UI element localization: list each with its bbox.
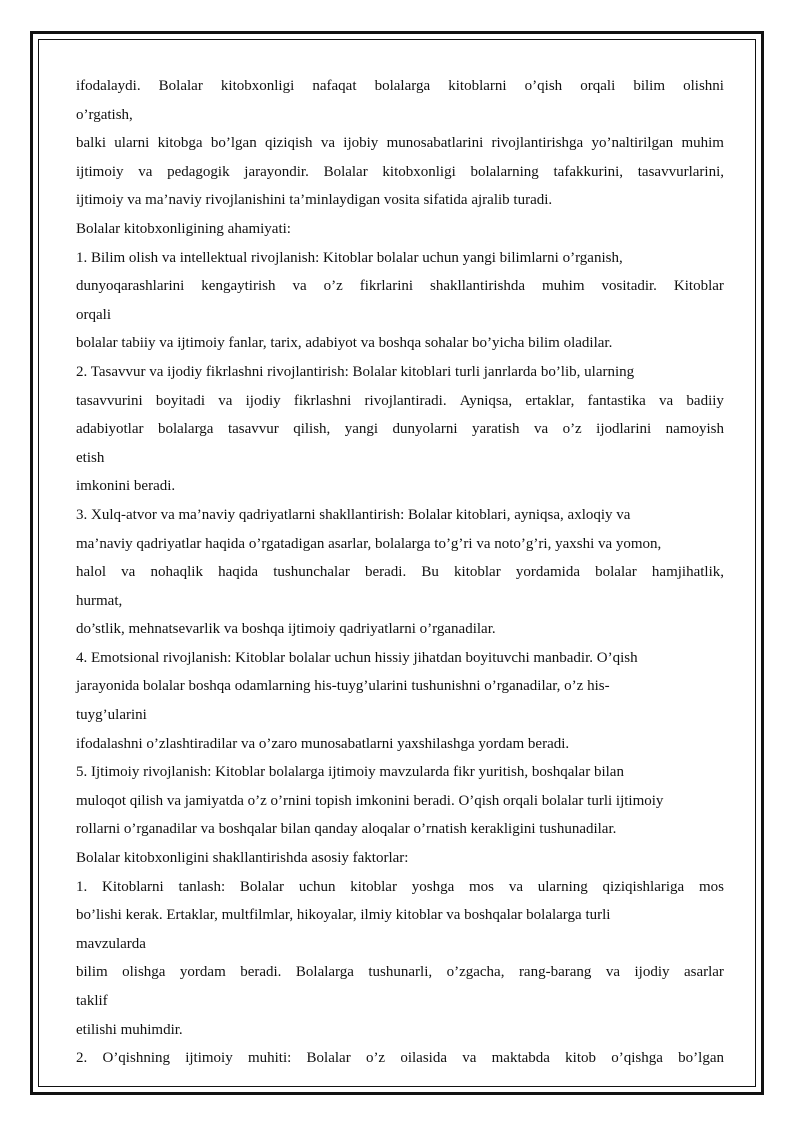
word: yo’naltirilgan	[591, 135, 674, 152]
word: tushunchalar	[273, 564, 350, 581]
word: ijtimoiy	[76, 163, 124, 180]
word: kitobxonligi	[220, 78, 295, 94]
word: va	[508, 878, 523, 895]
word: va	[605, 964, 621, 981]
word: kitoblar	[454, 564, 501, 581]
word: halol	[76, 564, 106, 581]
word: 2.	[76, 1050, 88, 1067]
text-line: 3. Xulq-atvor va ma’naviy qadriyatlarni shakllantirish: Bolalar kitoblari, ayniqsa, axloqiy va	[76, 506, 631, 523]
word: kitobxonligi	[382, 163, 456, 180]
text-line: taklif	[76, 993, 108, 1009]
word: bolalarga	[157, 421, 214, 438]
text-line: orqali	[76, 306, 111, 323]
word: 1.	[76, 878, 88, 895]
word: bolalarning	[470, 163, 539, 180]
word: Bolalar	[158, 78, 203, 94]
text-line: 5. Ijtimoiy rivojlanish: Kitoblar bolalarga ijtimoiy mavzularda fikr yuritish, boshqalar bilan	[76, 764, 624, 781]
word: munosabatlarini	[386, 135, 484, 152]
word: bilim	[633, 78, 666, 94]
word: tafakkurini,	[553, 163, 624, 180]
word: adabiyotlar	[76, 421, 144, 438]
word: va	[659, 392, 674, 409]
word: Bolalar	[323, 163, 368, 180]
text-line: 1. Bilim olish va intellektual rivojlanish: Kitoblar bolalar uchun yangi bilimlarni o’rganish,	[76, 249, 623, 266]
word: rang-barang	[518, 964, 592, 981]
word: shakllantirishda	[430, 278, 526, 295]
text-line: do’stlik, mehnatsevarlik va boshqa ijtimoiy qadriyatlarni o’rganadilar.	[76, 621, 496, 638]
word: haqida	[218, 564, 259, 581]
word: beradi.	[365, 564, 407, 581]
word: Bu	[421, 564, 439, 581]
text-line: mavzularda	[76, 935, 146, 952]
word: dunyoqarashlarini	[76, 278, 185, 295]
word: olishni	[683, 78, 724, 94]
word: va	[462, 1050, 477, 1067]
text-line: 2. Tasavvur va ijodiy fikrlashni rivojlantirish: Bolalar kitoblari turli janrlarda bo’lib, ularning	[76, 363, 635, 380]
text-line: bo’lishi kerak. Ertaklar, multfilmlar, hikoyalar, ilmiy kitoblar va boshqalar bolalarga turli	[76, 907, 611, 924]
word: va	[138, 163, 153, 180]
text-line	[76, 387, 724, 416]
word: bo’lgan	[678, 1050, 724, 1067]
word: tasavvur	[227, 421, 279, 438]
word: mos	[698, 878, 724, 895]
word: jarayondir.	[244, 163, 309, 180]
word: oilasida	[400, 1050, 447, 1067]
word: kitoblarni	[448, 78, 507, 94]
word: olishga	[122, 964, 166, 981]
word: fantastika	[587, 392, 646, 409]
word: o’zgacha,	[446, 964, 505, 981]
word: qilish,	[293, 421, 331, 438]
word: o’z	[323, 278, 343, 295]
text-line	[76, 72, 724, 101]
word: yoshga	[411, 878, 455, 895]
text-line: ma’naviy qadriyatlar haqida o’rgatadigan asarlar, bolalarga to’g’ri va noto’g’ri, yaxshi va yomon,	[76, 535, 662, 552]
word: kengaytirish	[201, 278, 276, 295]
word: rivojlantirishga	[491, 135, 584, 152]
word: tanlash:	[178, 878, 226, 895]
word: o’z	[365, 1050, 386, 1067]
text-line: Bolalar kitobxonligining ahamiyati:	[76, 220, 291, 237]
document-body	[76, 72, 724, 1073]
word: yangi	[344, 421, 379, 438]
word: yordamida	[515, 564, 580, 581]
word: ularning	[537, 878, 588, 895]
word: Bolalar	[306, 1050, 351, 1067]
word: bolalarga	[374, 78, 431, 94]
text-line: jarayonida bolalar boshqa odamlarning his-tuyg’ularini tushunishni o’rganadilar, o’z his-	[76, 678, 610, 695]
word: Bolalar	[239, 878, 285, 895]
word: Ayniqsa,	[459, 392, 513, 409]
word: Kitoblarni	[102, 878, 164, 895]
text-line: imkonini beradi.	[76, 478, 176, 495]
text-line	[76, 958, 724, 987]
word: yaratish	[472, 421, 520, 438]
word: boyitadi	[155, 392, 206, 409]
word: va	[320, 135, 335, 152]
word: kitobga	[157, 135, 203, 152]
word: maktabda	[491, 1050, 550, 1067]
text-line: ifodalashni o’zlashtiradilar va o’zaro munosabatlarni yaxshilashga yordam beradi.	[76, 735, 570, 752]
word: ijobiy	[343, 135, 379, 152]
text-line: etish	[76, 449, 105, 466]
word: tasavvurini	[76, 392, 143, 409]
word: va	[218, 392, 233, 409]
word: nafaqat	[312, 78, 357, 94]
word: yordam	[179, 964, 226, 981]
text-line	[76, 129, 724, 158]
word: tasavvurlarini,	[637, 163, 724, 180]
word: qiziqish	[265, 135, 313, 152]
word: uchun	[298, 878, 336, 895]
word: orqali	[580, 78, 616, 94]
text-line: o’rgatish,	[76, 106, 133, 123]
word: muhim	[681, 135, 724, 152]
word: va	[533, 421, 549, 438]
word: ijtimoiy	[185, 1050, 233, 1067]
word: va	[292, 278, 307, 295]
word: hamjihatlik,	[651, 564, 724, 581]
text-line	[76, 158, 724, 187]
word: qiziqishlariga	[602, 878, 685, 895]
word: O’qishning	[102, 1050, 170, 1067]
word: fikrlarini	[359, 278, 414, 295]
word: asarlar	[683, 964, 724, 981]
word: mos	[469, 878, 495, 895]
word: bolalar	[595, 564, 637, 581]
word: kitoblar	[350, 878, 397, 895]
text-line: bolalar tabiiy va ijtimoiy fanlar, tarix, adabiyot va boshqa sohalar bo’yicha bilim oladilar.	[76, 335, 613, 352]
text-line	[76, 558, 724, 587]
word: badiiy	[686, 392, 724, 409]
text-line: etilishi muhimdir.	[76, 1021, 183, 1038]
word: va	[121, 564, 136, 581]
word: ularni	[114, 135, 150, 152]
word: muhim	[542, 278, 585, 295]
word: vositadir.	[601, 278, 657, 295]
word: muhiti:	[247, 1050, 292, 1067]
word: o’z	[562, 421, 582, 438]
text-line: ijtimoiy va ma’naviy rivojlanishini ta’minlaydigan vosita sifatida ajralib turadi.	[76, 192, 553, 209]
word: dunyolarni	[392, 421, 458, 438]
text-line: hurmat,	[76, 592, 123, 609]
word: o’qish	[524, 78, 563, 94]
word: ifodalaydi.	[76, 78, 141, 94]
text-line	[76, 1044, 724, 1073]
word: balki	[76, 135, 106, 152]
word: pedagogik	[167, 163, 230, 180]
word: Bolalarga	[295, 964, 354, 981]
word: tushunarli,	[368, 964, 433, 981]
text-line: rollarni o’rganadilar va boshqalar bilan qanday aloqalar o’rnatish kerakligini tushunadilar.	[76, 821, 617, 838]
word: bilim	[76, 964, 108, 981]
word: beradi.	[240, 964, 282, 981]
word: bo’lgan	[210, 135, 257, 152]
word: ertaklar,	[525, 392, 575, 409]
text-line: Bolalar kitobxonligini shakllantirishda asosiy faktorlar:	[76, 850, 409, 867]
text-line: muloqot qilish va jamiyatda o’z o’rnini topish imkonini beradi. O’qish orqali bolalar turli ijtimoiy	[76, 792, 664, 809]
word: namoyish	[665, 421, 724, 438]
text-line: tuyg’ularini	[76, 707, 147, 724]
text-line	[76, 272, 724, 301]
word: kitob	[565, 1050, 597, 1067]
text-line: 4. Emotsional rivojlanish: Kitoblar bolalar uchun hissiy jihatdan boyituvchi manbadir. O’qish	[76, 649, 638, 666]
word: Kitoblar	[673, 278, 724, 295]
text-line	[76, 415, 724, 444]
word: rivojlantiradi.	[364, 392, 447, 409]
word: o’qishga	[611, 1050, 663, 1067]
word: fikrlashni	[293, 392, 352, 409]
word: ijodiy	[245, 392, 281, 409]
word: ijodiy	[634, 964, 670, 981]
text-line	[76, 873, 724, 902]
word: nohaqlik	[150, 564, 203, 581]
word: ijodlarini	[596, 421, 652, 438]
